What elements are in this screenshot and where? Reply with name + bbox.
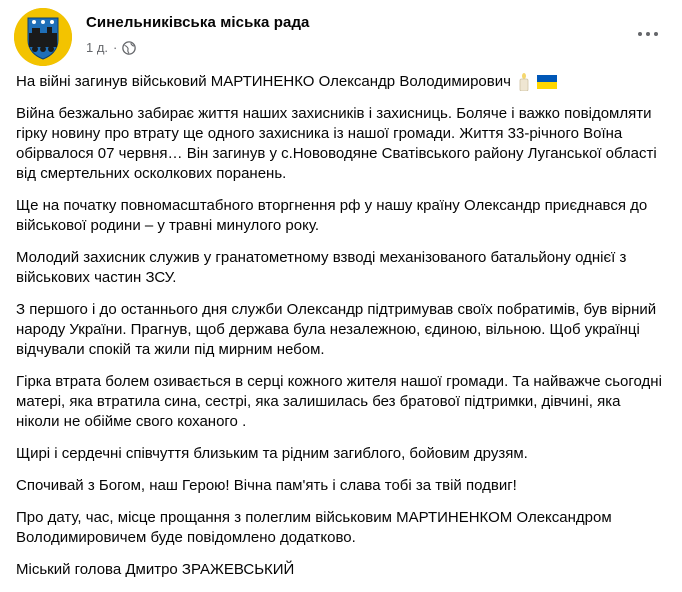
post-paragraph: З першого і до останнього дня служби Олександр підтримував своїх побратимів, був вірний народу України. Прагнув, щоб держава була незалежною, єдиною, вільною. Щоб українці відчували спокій та жили під мирним небом.	[16, 301, 657, 358]
post-paragraph: Про дату, час, місце прощання з полеглим військовим МАРТИНЕНКОМ Олександром Володимировичем буде повідомлено додатково.	[16, 509, 612, 546]
more-dot-icon	[654, 32, 658, 36]
post-paragraph: Війна безжально забирає життя наших захисників і захисниць. Боляче і важко повідомляти гірку новину про втрату ще одного захисника із нашої громади. Життя 33-річного Воїна обірвалося 07 червня… Він загинув у с.Нововодяне Сватівського району Луганської області від смертельних осколкових поранень.	[16, 105, 657, 182]
post-paragraph: Щирі і сердечні співчуття близьким та рідним загиблого, бойовим друзям.	[16, 445, 528, 462]
post-time-link[interactable]: 1 д.	[86, 40, 109, 55]
post-paragraph: Молодий захисник служив у гранатометному взводі механізованого батальйону однієї з військових частин ЗСУ.	[16, 249, 627, 286]
post-header	[14, 8, 668, 64]
post-paragraph: Гірка втрата болем озивається в серці кожного жителя нашої громади. Та найважче сьогодні матері, яка втратила сина, сестрі, яка залишилась без братової підтримки, дівчині, яка ніколи не обійме свого коханого .	[16, 373, 662, 430]
ukraine-flag-icon	[537, 75, 557, 89]
post-paragraph: Спочивай з Богом, наш Герою! Вічна пам'ять і слава тобі за твій подвиг!	[16, 477, 517, 494]
post-title: На війні загинув військовий МАРТИНЕНКО Олександр Володимирович	[16, 73, 511, 90]
post-paragraph: Ще на початку повномасштабного вторгнення рф у нашу країну Олександр приєднався до військової родини – у травні минулого року.	[16, 197, 648, 234]
avatar[interactable]	[14, 8, 72, 66]
globe-icon[interactable]	[122, 41, 136, 55]
meta-separator: ·	[113, 40, 118, 55]
post-meta	[86, 40, 136, 55]
post-title-line	[16, 72, 666, 92]
post-signature: Міський голова Дмитро ЗРАЖЕВСЬКИЙ	[16, 561, 295, 578]
more-dot-icon	[646, 32, 650, 36]
page-name-link[interactable]: Синельниківська міська рада	[86, 14, 310, 31]
more-options-button[interactable]	[632, 22, 664, 46]
candle-icon	[517, 73, 531, 91]
more-dot-icon	[638, 32, 642, 36]
city-coat-of-arms-icon	[14, 8, 72, 66]
post-body	[16, 66, 666, 592]
